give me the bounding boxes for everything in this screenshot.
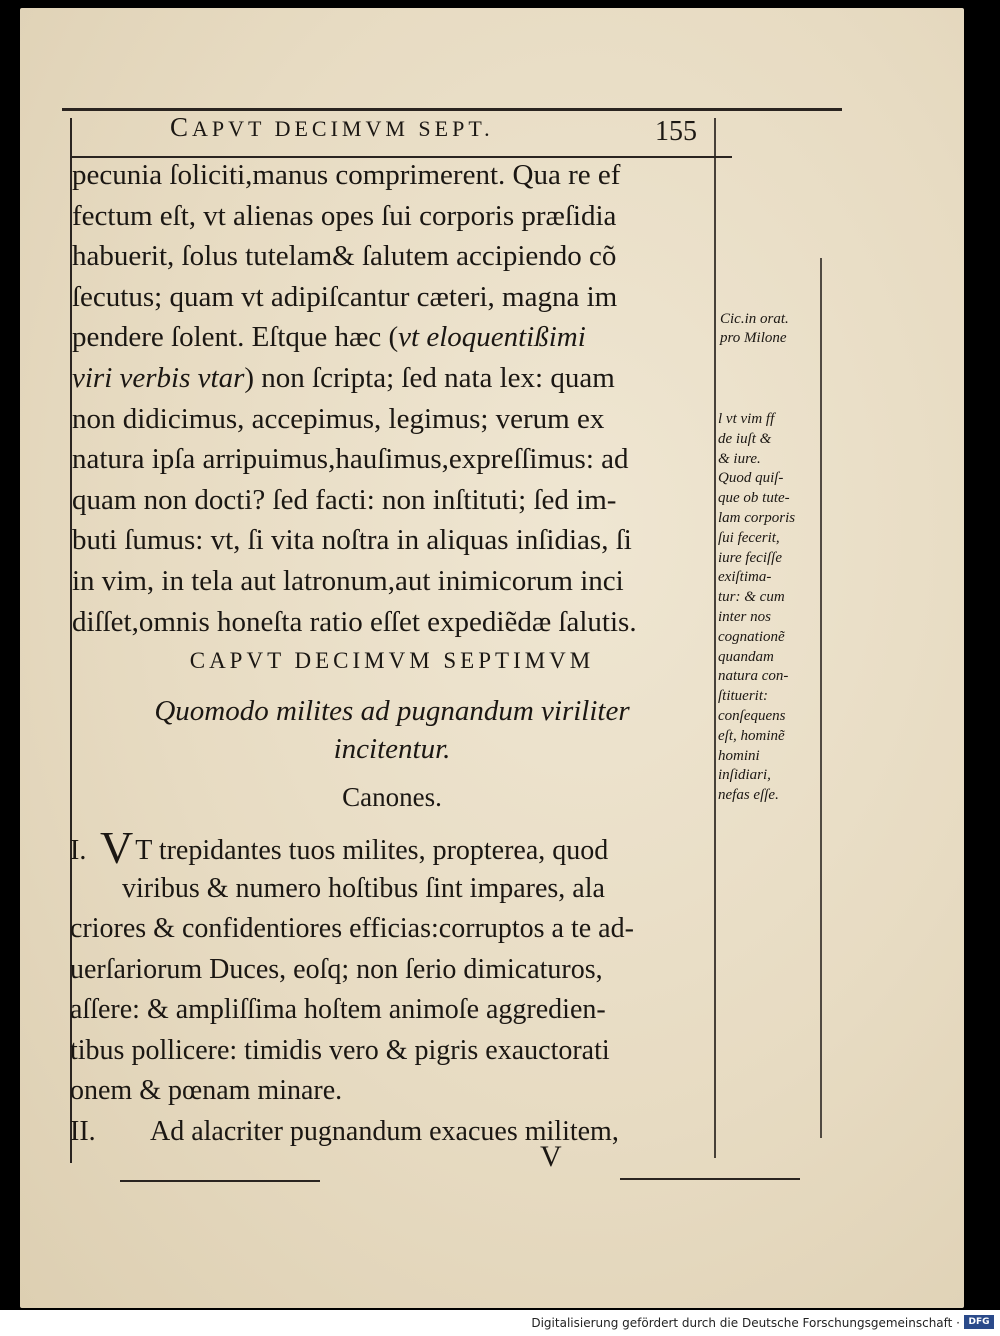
canon-text	[70, 822, 715, 1152]
canon-line: II. Ad alacriter pugnandum exacues militem,	[70, 1112, 715, 1153]
top-rule	[62, 108, 842, 111]
body-line: habuerit, ſolus tutelam& ſalutem accipiendo cõ	[72, 240, 617, 273]
canon-line: viribus & numero hoſtibus ſint impares, ala	[122, 872, 605, 904]
body-line: diſſet,omnis honeſta ratio eſſet expediẽdæ ſalutis.	[72, 605, 637, 638]
body-line: in vim, in tela aut latronum,aut inimicorum inci	[72, 564, 624, 597]
chapter-title: CAPVT DECIMVM SEPTIMVM	[189, 648, 595, 673]
chapter-subtitle	[72, 692, 712, 768]
signature-mark: V	[540, 1140, 562, 1173]
canon-line: I. VT trepidantes tuos milites, propterea, quod	[70, 822, 609, 873]
drop-cap: V	[100, 822, 134, 873]
body-line: non didicimus, accepimus, legimus; verum ex	[72, 402, 605, 435]
quotation-italic: vt eloquentißimi	[398, 321, 586, 354]
body-line: quam non docti? ſed facti: non inſtituti; ſed im-	[72, 483, 617, 516]
body-line: ſecutus; quam vt adipiſcantur cæteri, magna im	[72, 280, 618, 313]
funding-credit: Digitalisierung gefördert durch die Deutsche Forschungsgemeinschaft ·	[531, 1316, 960, 1330]
chapter-subtitle-line: incitentur.	[333, 733, 451, 765]
body-text	[72, 155, 712, 642]
running-head	[170, 112, 730, 143]
scan-footer	[0, 1310, 1000, 1336]
body-line: natura ipſa arripuimus,hauſimus,expreſſimus: ad	[72, 443, 629, 476]
canon-numeral: II.	[70, 1115, 96, 1147]
body-line: pendere ſolent. Eſtque hæc (vt eloquentißimi	[72, 321, 586, 354]
body-line: buti ſumus: vt, ſi vita noſtra in aliquas inſidias, ſi	[72, 524, 632, 557]
canon-line: criores & confidentiores efficias:corruptos a te ad-	[70, 913, 634, 944]
bottom-rule-left	[120, 1180, 320, 1182]
dfg-logo-icon: DFG	[964, 1315, 994, 1329]
chapter-subtitle-line: Quomodo milites ad pugnandum viriliter	[154, 695, 630, 727]
running-head-title: APVT DECIMVM SEPT.	[192, 116, 494, 141]
canon-line: uerſariorum Duces, eoſq; non ſerio dimicaturos,	[70, 953, 603, 985]
canones-heading: Canones.	[342, 782, 442, 812]
canon-numeral: I.	[70, 835, 87, 866]
body-line: pecunia ſoliciti,manus comprimerent. Qua re ef	[72, 159, 621, 191]
body-line: fectum eſt, vt alienas opes ſui corporis præſidia	[72, 199, 617, 232]
margin-note-citation: Cic.in orat. pro Milone	[720, 311, 789, 347]
page-number: 155	[655, 116, 697, 147]
canon-line: tibus pollicere: timidis vero & pigris exauctorati	[70, 1034, 610, 1066]
margin-note-law: l vt vim ff de iuſt & & iure. Quod quiſ- que ob tute- lam corporis ſui fecerit, iure feciſſe exiſtima- tur: & cum inter nos cognationẽ quandam natura con- ſtituerit: conſequens eſt, hominẽ homini inſidiari, nefas eſſe.	[718, 411, 796, 804]
quotation-italic: viri verbis vtar	[72, 361, 245, 394]
canon-line: onem & pœnam minare.	[70, 1075, 343, 1106]
body-line: viri verbis vtar) non ſcripta; ſed nata lex: quam	[72, 361, 615, 394]
canon-line: aſſere: & ampliſſima hoſtem animoſe aggredien-	[70, 994, 606, 1025]
bottom-rule-right	[620, 1178, 800, 1180]
running-head-initial: C	[170, 112, 193, 142]
